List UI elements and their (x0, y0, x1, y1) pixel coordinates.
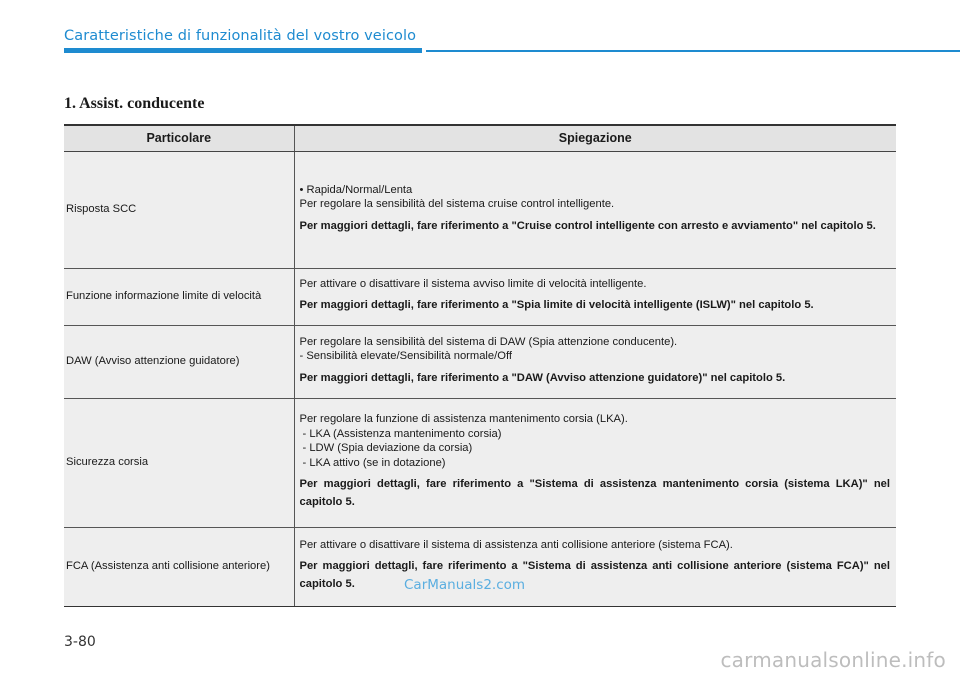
watermark-link[interactable]: CarManuals2.com (404, 577, 526, 593)
section-title: 1. Assist. conducente (64, 95, 205, 112)
column-header-item: Particolare (64, 125, 294, 151)
explanation-line: Per attivare o disattivare il sistema avviso limite di velocità intelligente. (299, 277, 647, 290)
chapter-reference: Per maggiori dettagli, fare riferimento a "Sistema di assistenza mantenimento corsia (sistema LKA)" nel capitolo 5. (299, 478, 890, 508)
row-explanation (294, 268, 896, 325)
explanation-line: - LDW (Spia deviazione da corsia) (302, 442, 473, 454)
row-term: Sicurezza corsia (64, 398, 294, 527)
table-row (64, 527, 896, 606)
table-row (64, 325, 896, 398)
chapter-reference: Per maggiori dettagli, fare riferimento a "Spia limite di velocità intelligente (ISLW)" nel capitolo 5. (299, 299, 814, 312)
explanation-line: Per regolare la sensibilità del sistema cruise control intelligente. (299, 198, 615, 210)
explanation-line: Per attivare o disattivare il sistema di assistenza anti collisione anteriore (sistema FCA). (299, 538, 733, 551)
page-number: 3-80 (64, 634, 96, 650)
chapter-reference: Per maggiori dettagli, fare riferimento a "Sistema di assistenza anti collisione anteriore (sistema FCA)" nel capitolo 5. (299, 560, 890, 591)
table-row (64, 268, 896, 325)
site-watermark: carmanualsonline.info (720, 648, 946, 672)
row-term: FCA (Assistenza anti collisione anteriore) (64, 527, 294, 606)
row-explanation (294, 527, 896, 606)
table-header-row (64, 125, 896, 151)
header-rule (426, 50, 960, 52)
chapter-underline (64, 48, 422, 53)
settings-table (64, 124, 896, 607)
row-explanation (294, 398, 896, 527)
explanation-line: Per regolare la sensibilità del sistema di DAW (Spia attenzione conducente). (299, 335, 678, 348)
explanation-line: - LKA (Assistenza mantenimento corsia) (302, 427, 502, 440)
table-row (64, 151, 896, 268)
explanation-line: Per regolare la funzione di assistenza mantenimento corsia (LKA). (299, 413, 628, 425)
row-term: DAW (Avviso attenzione guidatore) (64, 325, 294, 398)
explanation-line: - Sensibilità elevate/Sensibilità normale/Off (299, 350, 512, 362)
chapter-title: Caratteristiche di funzionalità del vostro veicolo (64, 28, 417, 44)
table-row (64, 398, 896, 527)
explanation-line: • Rapida/Normal/Lenta (299, 183, 413, 196)
row-explanation (294, 325, 896, 398)
chapter-reference: Per maggiori dettagli, fare riferimento a "Cruise control intelligente con arresto e avviamento" nel capitolo 5. (299, 219, 876, 232)
row-term: Risposta SCC (64, 151, 294, 268)
row-explanation (294, 151, 896, 268)
chapter-reference: Per maggiori dettagli, fare riferimento a "DAW (Avviso attenzione guidatore)" nel capitolo 5. (299, 371, 786, 384)
column-header-explanation: Spiegazione (294, 125, 896, 151)
row-term: Funzione informazione limite di velocità (64, 268, 294, 325)
explanation-line: - LKA attivo (se in dotazione) (302, 456, 446, 469)
